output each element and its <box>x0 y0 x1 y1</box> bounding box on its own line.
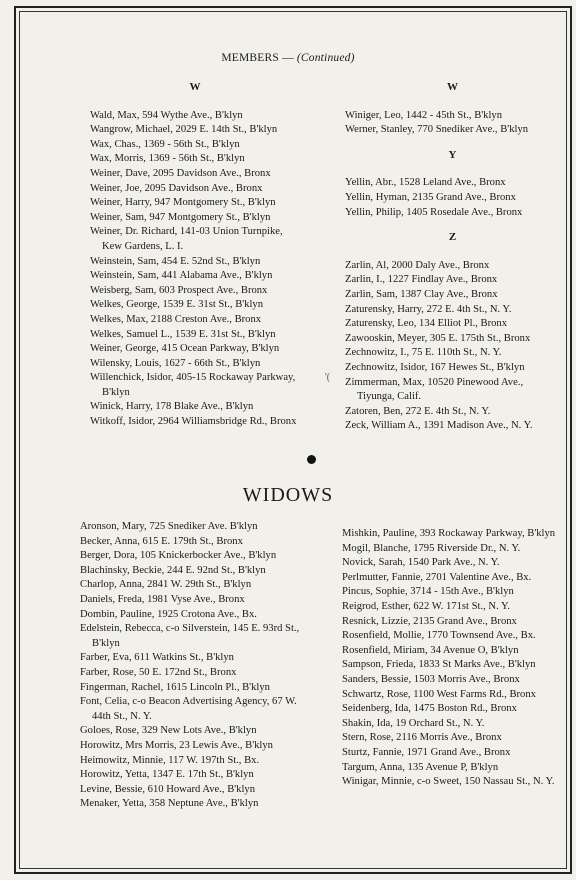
directory-entry: Zimmerman, Max, 10520 Pinewood Ave., Tiyunga, Calif. <box>345 376 524 403</box>
directory-entry: Welkes, Samuel L., 1539 E. 31st St., B'klyn <box>90 328 276 340</box>
directory-entry: Winiger, Leo, 1442 - 45th St., B'klyn <box>345 109 503 121</box>
directory-entry: Weiner, George, 415 Ocean Parkway, B'klyn <box>90 343 280 355</box>
directory-entry: Weiner, Dave, 2095 Davidson Ave., Bronx <box>90 167 271 179</box>
alpha-letter-heading: W <box>447 81 458 93</box>
section-divider-dot <box>307 455 316 464</box>
directory-entry: Wangrow, Michael, 2029 E. 14th St., B'klyn <box>90 124 278 136</box>
directory-entry: Perlmutter, Fannie, 2701 Valentine Ave., Bx. <box>342 571 532 583</box>
directory-entry: Becker, Anna, 615 E. 179th St., Bronx <box>80 535 243 547</box>
widows-right-column <box>342 527 564 790</box>
stray-mark: '( <box>325 372 331 383</box>
directory-entry: Aronson, Mary, 725 Snediker Ave. B'klyn <box>80 521 258 532</box>
directory-entry: Zarlin, Sam, 1387 Clay Ave., Bronx <box>345 288 498 300</box>
directory-entry: Goloes, Rose, 329 New Lots Ave., B'klyn <box>80 725 257 737</box>
directory-entry: Zarlin, I., 1227 Findlay Ave., Bronx <box>345 274 498 286</box>
directory-entry: Reigrod, Esther, 622 W. 171st St., N. Y. <box>342 600 510 612</box>
directory-entry: Font, Celia, c-o Beacon Advertising Agency, 67 W. 44th St., N. Y. <box>80 696 297 722</box>
directory-entry: Yellin, Philip, 1405 Rosedale Ave., Bronx <box>345 206 523 218</box>
directory-entry: Weiner, Harry, 947 Montgomery St., B'klyn <box>90 197 276 209</box>
directory-entry: Daniels, Freda, 1981 Vyse Ave., Bronx <box>80 593 245 605</box>
header-title: MEMBERS — <box>221 52 294 64</box>
directory-entry: Winigar, Minnie, c-o Sweet, 150 Nassau St., N. Y. <box>342 776 555 788</box>
directory-entry: Yellin, Hyman, 2135 Grand Ave., Bronx <box>345 191 516 203</box>
directory-entry: Zaturensky, Harry, 272 E. 4th St., N. Y. <box>345 303 512 315</box>
directory-entry: Zawooskin, Meyer, 305 E. 175th St., Bronx <box>345 332 531 344</box>
directory-entry: Rosenfield, Mollie, 1770 Townsend Ave., Bx. <box>342 630 536 642</box>
widows-left-column <box>80 520 305 812</box>
directory-entry: Stern, Rose, 2116 Morris Ave., Bronx <box>342 732 502 744</box>
directory-entry: Seidenberg, Ida, 1475 Boston Rd., Bronx <box>342 703 517 715</box>
directory-entry: Horowitz, Yetta, 1347 E. 17th St., B'klyn <box>80 769 254 781</box>
directory-entry: Willenchick, Isidor, 405-15 Rockaway Parkway, B'klyn <box>90 372 296 398</box>
directory-entry: Levine, Bessie, 610 Howard Ave., B'klyn <box>80 783 256 795</box>
directory-entry: Heimowitz, Minnie, 117 W. 197th St., Bx. <box>80 754 260 766</box>
directory-entry: Mogil, Blanche, 1795 Riverside Dr., N. Y. <box>342 542 521 554</box>
directory-entry: Winick, Harry, 178 Blake Ave., B'klyn <box>90 401 254 413</box>
directory-entry: Zarlin, Al, 2000 Daly Ave., Bronx <box>345 259 490 271</box>
directory-entry: Edelstein, Rebecca, c-o Silverstein, 145 E. 93rd St., B'klyn <box>80 623 300 649</box>
directory-entry: Pincus, Sophie, 3714 - 15th Ave., B'klyn <box>342 586 514 598</box>
directory-entry: Targum, Anna, 135 Avenue P, B'klyn <box>342 761 499 773</box>
alpha-letter-heading: Y <box>448 148 457 161</box>
directory-entry: Weisberg, Sam, 603 Prospect Ave., Bronx <box>90 284 268 296</box>
directory-entry: Welkes, George, 1539 E. 31st St., B'klyn <box>90 299 263 311</box>
directory-entry: Sturtz, Fannie, 1971 Grand Ave., Bronx <box>342 746 511 758</box>
directory-entry: Wax, Chas., 1369 - 56th St., B'klyn <box>90 138 240 150</box>
directory-entry: Zechnowitz, Isidor, 167 Hewes St., B'klyn <box>345 361 525 373</box>
directory-entry: Werner, Stanley, 770 Snediker Ave., B'klyn <box>345 124 529 136</box>
directory-entry: Zeck, William A., 1391 Madison Ave., N. Y. <box>345 420 533 432</box>
directory-entry: Horowitz, Mrs Morris, 23 Lewis Ave., B'klyn <box>80 739 273 751</box>
members-right-column <box>345 80 560 434</box>
directory-entry: Shakin, Ida, 19 Orchard St., N. Y. <box>342 717 485 729</box>
header-subtitle: (Continued) <box>296 52 355 64</box>
directory-entry: Weiner, Joe, 2095 Davidson Ave., Bronx <box>90 182 263 194</box>
directory-entry: Weinstein, Sam, 454 E. 52nd St., B'klyn <box>90 255 261 267</box>
directory-entry: Witkoff, Isidor, 2964 Williamsbridge Rd., Bronx <box>90 416 297 428</box>
directory-entry: Dombin, Pauline, 1925 Crotona Ave., Bx. <box>80 608 257 620</box>
widows-title: WIDOWS <box>242 484 334 506</box>
directory-entry: Wald, Max, 594 Wythe Ave., B'klyn <box>90 109 243 121</box>
directory-entry: Wax, Morris, 1369 - 56th St., B'klyn <box>90 153 245 165</box>
alpha-letter-heading: W <box>189 81 201 93</box>
directory-entry: Zaturensky, Leo, 134 Elliot Pl., Bronx <box>345 318 508 330</box>
directory-entry: Rosenfield, Miriam, 34 Avenue O, B'klyn <box>342 644 519 656</box>
members-left-column <box>90 80 300 430</box>
page-header <box>0 52 576 64</box>
directory-entry: Menaker, Yetta, 358 Neptune Ave., B'klyn <box>80 798 259 810</box>
directory-entry: Mishkin, Pauline, 393 Rockaway Parkway, B'klyn <box>342 528 556 539</box>
directory-entry: Weinstein, Sam, 441 Alabama Ave., B'klyn <box>90 270 273 282</box>
directory-entry: Farber, Rose, 50 E. 172nd St., Bronx <box>80 666 237 678</box>
directory-entry: Weiner, Dr. Richard, 141-03 Union Turnpike, Kew Gardens, L. I. <box>90 226 283 252</box>
directory-entry: Berger, Dora, 105 Knickerbocker Ave., B'klyn <box>80 550 277 562</box>
directory-entry: Zatoren, Ben, 272 E. 4th St., N. Y. <box>345 405 491 417</box>
directory-entry: Resnick, Lizzie, 2135 Grand Ave., Bronx <box>342 615 517 627</box>
alpha-letter-heading: Z <box>448 231 457 244</box>
directory-entry: Schwartz, Rose, 1100 West Farms Rd., Bronx <box>342 688 536 700</box>
directory-entry: Novick, Sarah, 1540 Park Ave., N. Y. <box>342 557 500 569</box>
directory-entry: Charlop, Anna, 2841 W. 29th St., B'klyn <box>80 579 252 591</box>
directory-entry: Fingerman, Rachel, 1615 Lincoln Pl., B'klyn <box>80 681 270 693</box>
directory-entry: Zechnowitz, I., 75 E. 110th St., N. Y. <box>345 347 502 359</box>
directory-entry: Welkes, Max, 2188 Creston Ave., Bronx <box>90 313 262 325</box>
directory-entry: Farber, Eva, 611 Watkins St., B'klyn <box>80 652 234 664</box>
directory-entry: Yellin, Abr., 1528 Leland Ave., Bronx <box>345 177 506 189</box>
directory-entry: Sampson, Frieda, 1833 St Marks Ave., B'klyn <box>342 659 536 671</box>
directory-entry: Weiner, Sam, 947 Montgomery St., B'klyn <box>90 211 271 223</box>
directory-entry: Sanders, Bessie, 1503 Morris Ave., Bronx <box>342 673 520 685</box>
directory-entry: Blachinsky, Beckie, 244 E. 92nd St., B'klyn <box>80 564 266 576</box>
directory-entry: Wilensky, Louis, 1627 - 66th St., B'klyn <box>90 357 261 369</box>
